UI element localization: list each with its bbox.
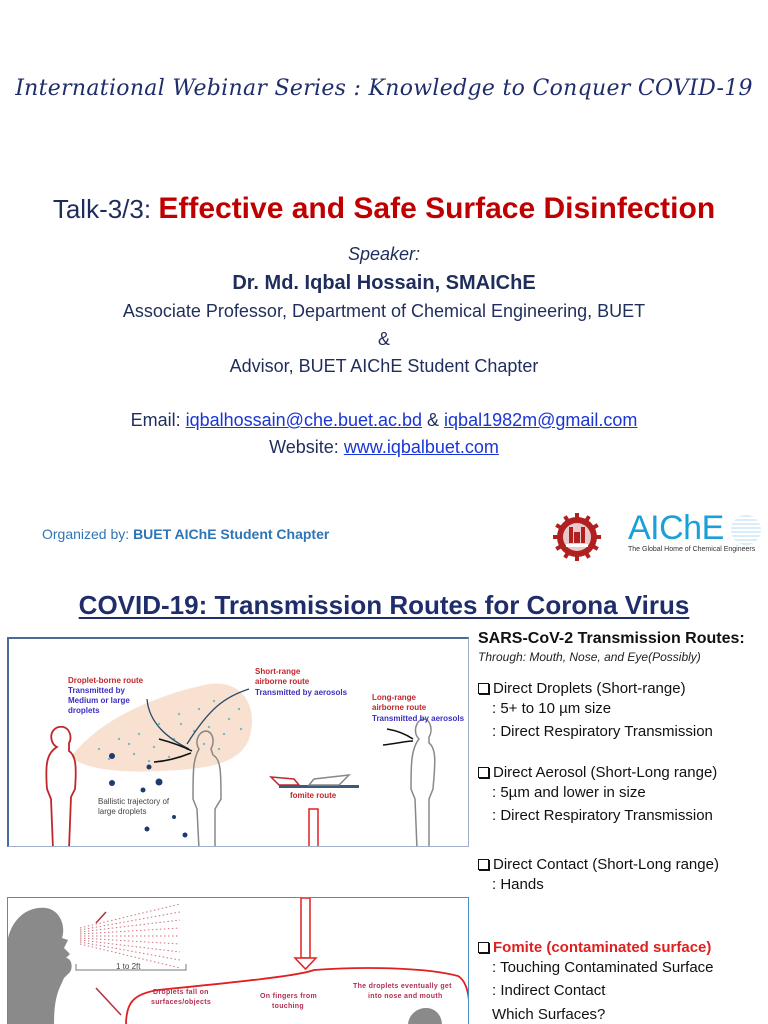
long-range-label-1: Long-range bbox=[372, 693, 416, 702]
route-detail: : Indirect Contact bbox=[492, 982, 606, 999]
speaker-label: Speaker: bbox=[347, 244, 421, 264]
aiche-logo bbox=[628, 509, 766, 559]
distance-label: 1 to 2ft bbox=[116, 962, 141, 971]
droplet-desc-3: droplets bbox=[68, 706, 100, 715]
route-detail: : 5µm and lower in size bbox=[492, 784, 646, 801]
organizer-line bbox=[42, 526, 329, 542]
organizer-name: BUET AIChE Student Chapter bbox=[133, 526, 330, 542]
website-link[interactable]: www.iqbalbuet.com bbox=[343, 437, 499, 457]
route-head-label: Fomite (contaminated surface) bbox=[493, 939, 712, 956]
route-head-label: Direct Contact (Short-Long range) bbox=[493, 856, 719, 873]
fingers-label-1: On fingers from bbox=[260, 993, 318, 1000]
route-head bbox=[478, 764, 768, 781]
route-detail: : Touching Contaminated Surface bbox=[492, 959, 714, 976]
aiche-wordmark: AIChE bbox=[628, 509, 724, 547]
webinar-series-title: International Webinar Series : Knowledge to Conquer COVID-19 bbox=[15, 76, 753, 101]
checkbox-icon bbox=[478, 683, 489, 694]
website-label: Website: bbox=[269, 437, 344, 457]
route-head bbox=[478, 856, 768, 873]
checkbox-icon bbox=[478, 942, 489, 953]
transmission-illustration bbox=[9, 639, 469, 847]
affiliation-ampersand: & bbox=[377, 329, 390, 349]
short-range-label-1: Short-range bbox=[255, 667, 301, 676]
globe-icon bbox=[731, 515, 761, 545]
sneeze-illustration bbox=[8, 898, 469, 1024]
route-head bbox=[478, 939, 768, 956]
droplets-fall-label-2: surfaces/objects bbox=[151, 999, 212, 1006]
route-detail: : Hands bbox=[492, 876, 544, 893]
talk-title-line bbox=[0, 192, 768, 226]
speaker-affiliation-advisor: Advisor, BUET AIChE Student Chapter bbox=[229, 356, 539, 376]
route-detail: : 5+ to 10 µm size bbox=[492, 700, 612, 717]
short-range-label-2: airborne route bbox=[255, 677, 310, 686]
transmission-routes-diagram bbox=[7, 637, 469, 847]
email-label: Email: bbox=[130, 410, 186, 430]
speaker-affiliation-professor: Associate Professor, Department of Chemical Engineering, BUET bbox=[122, 301, 646, 321]
routes-subtitle: Through: Mouth, Nose, and Eye(Possibly) bbox=[478, 650, 701, 664]
aiche-tagline: The Global Home of Chemical Engineers bbox=[628, 546, 756, 553]
droplet-desc-2: Medium or large bbox=[68, 696, 130, 705]
website-line bbox=[0, 437, 768, 458]
route-head bbox=[478, 680, 768, 697]
long-range-desc: Transmitted by aerosols bbox=[372, 714, 465, 723]
email-line bbox=[0, 410, 768, 431]
checkbox-icon bbox=[478, 859, 489, 870]
route-head-label: Direct Aerosol (Short-Long range) bbox=[493, 764, 718, 781]
ballistic-label-1: Ballistic trajectory of bbox=[98, 797, 170, 806]
route-detail: : Direct Respiratory Transmission bbox=[492, 723, 713, 740]
slide2-title: COVID-19: Transmission Routes for Corona Virus bbox=[78, 590, 690, 620]
droplet-desc-1: Transmitted by bbox=[68, 686, 125, 695]
route-direct-droplets bbox=[478, 680, 768, 743]
talk-title: Effective and Safe Surface Disinfection bbox=[158, 192, 716, 225]
route-detail: : Direct Respiratory Transmission bbox=[492, 807, 713, 824]
which-surfaces-question: Which Surfaces? bbox=[492, 1006, 606, 1023]
speaker-name: Dr. Md. Iqbal Hossain, SMAIChE bbox=[232, 272, 536, 294]
ballistic-label-2: large droplets bbox=[98, 807, 147, 816]
long-range-label-2: airborne route bbox=[372, 703, 427, 712]
route-direct-aerosol bbox=[478, 764, 768, 827]
route-fomite bbox=[478, 939, 768, 1023]
route-head-label: Direct Droplets (Short-range) bbox=[493, 680, 686, 697]
droplet-route-label: Droplet-borne route bbox=[68, 676, 144, 685]
organizer-label: Organized by: bbox=[42, 526, 134, 542]
short-range-desc: Transmitted by aerosols bbox=[255, 688, 348, 697]
email-link-gmail[interactable]: iqbal1982m@gmail.com bbox=[444, 410, 638, 430]
fingers-label-2: touching bbox=[272, 1003, 304, 1010]
droplets-fall-label-1: Droplets fall on bbox=[153, 989, 209, 996]
buet-logo bbox=[553, 513, 601, 561]
checkbox-icon bbox=[478, 767, 489, 778]
email-link-buet[interactable]: iqbalhossain@che.buet.ac.bd bbox=[185, 410, 423, 430]
transmission-routes-list bbox=[478, 630, 768, 1023]
droplet-spread-diagram bbox=[7, 897, 469, 1024]
talk-number: Talk-3/3: bbox=[52, 194, 159, 224]
fomite-route-label: fomite route bbox=[290, 791, 337, 800]
buet-gear-icon bbox=[553, 513, 601, 561]
email-joiner: & bbox=[422, 410, 445, 430]
route-direct-contact bbox=[478, 856, 768, 896]
routes-title: SARS-CoV-2 Transmission Routes: bbox=[478, 630, 745, 647]
eventually-label-1: The droplets eventually get bbox=[353, 983, 452, 990]
eventually-label-2: into nose and mouth bbox=[368, 993, 443, 1000]
